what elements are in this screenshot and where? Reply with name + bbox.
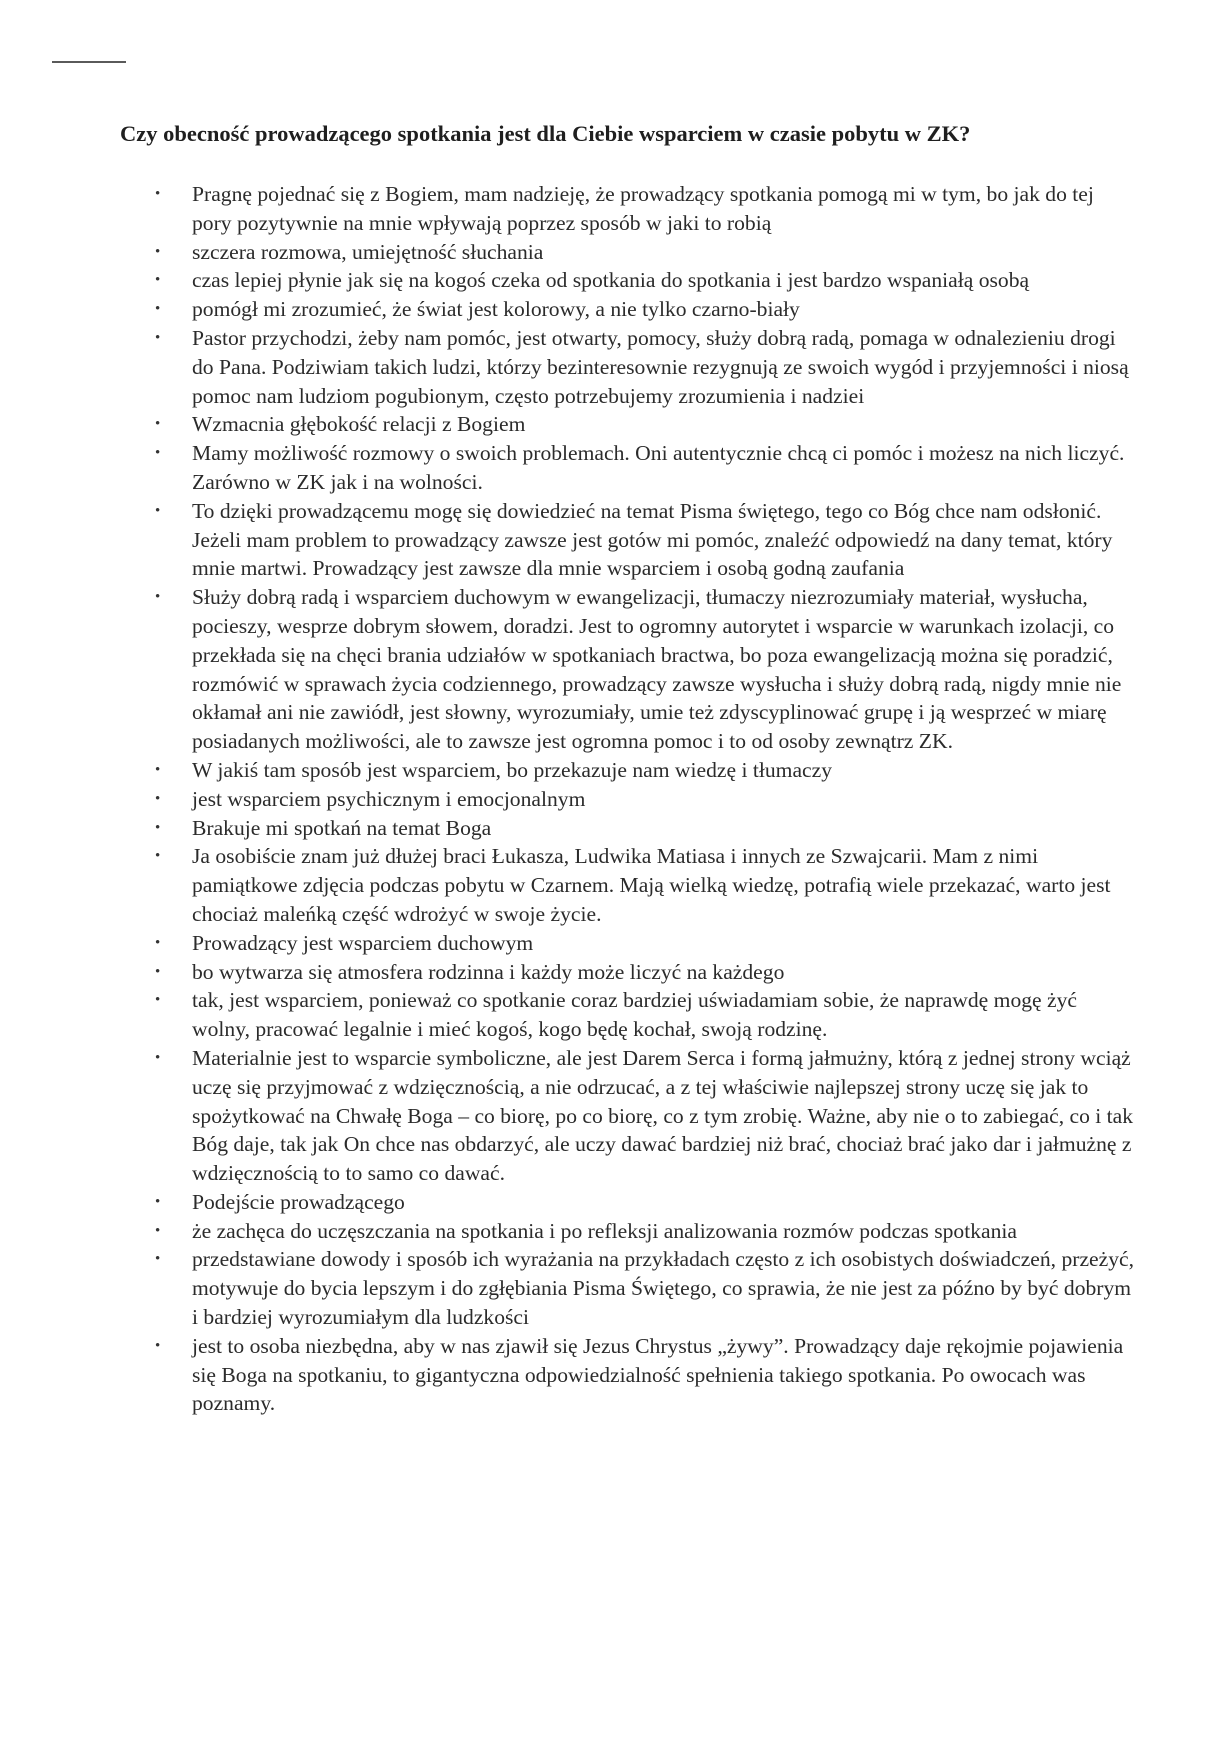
answer-item [155,1044,1135,1188]
answer-item [155,1245,1135,1331]
answer-text: Pragnę pojednać się z Bogiem, mam nadzieję, że prowadzący spotkania pomogą mi w tym, bo jak do tej pory pozytywnie na mnie wpływają poprzez sposób w jaki to robią [192,182,1094,235]
answer-item [155,324,1135,410]
answer-text: Mamy możliwość rozmowy o swoich problemach. Oni autentycznie chcą ci pomóc i możesz na nich liczyć. Zarówno w ZK jak i na wolności. [192,441,1125,494]
bullet-icon: • [155,445,161,462]
bullet-icon: • [155,243,161,260]
top-margin-mark [52,61,126,63]
bullet-icon: • [155,1193,161,1210]
answer-text: Pastor przychodzi, żeby nam pomóc, jest otwarty, pomocy, służy dobrą radą, pomaga w odnalezieniu drogi do Pana. Podziwiam takich ludzi, którzy bezinteresownie rezygnują ze swoich wygód i przyjemności i niosą pomoc nam ludziom pogubionym, często potrzebujemy zrozumienia i nadziei [192,325,1129,408]
answer-text: Służy dobrą radą i wsparciem duchowym w ewangelizacji, tłumaczy niezrozumiały materiał, wysłucha, pocieszy, wesprze dobrym słowem, doradzi. Jest to ogromny autorytet i wsparcie w warunkach izolacji, co przekłada się na chęci brania udziałów w spotkaniach bractwa, bo poza ewangelizacją można się poradzić, rozmówić w sprawach życia codziennego, prowadzący zawsze wysłucha i służy dobrą radą, nigdy mnie nie okłamał ani nie zawiódł, jest słowny, wyrozumiały, umie też zdyscyplinować grupę i ją wesprzeć w miarę posiadanych możliwości, ale to zawsze jest ogromna pomoc i to od osoby zewnątrz ZK. [192,585,1122,754]
answer-list [155,180,1135,1418]
bullet-icon: • [155,329,161,346]
answer-text: W jakiś tam sposób jest wsparciem, bo przekazuje nam wiedzę i tłumaczy [192,757,833,782]
answer-text: czas lepiej płynie jak się na kogoś czeka od spotkania do spotkania i jest bardzo wspaniałą osobą [192,268,1030,293]
bullet-icon: • [155,992,161,1009]
bullet-icon: • [155,416,161,433]
answer-item [155,497,1135,583]
answer-item [155,439,1135,497]
answer-text: pomógł mi zrozumieć, że świat jest kolorowy, a nie tylko czarno-biały [192,297,800,322]
answer-item [155,929,1135,958]
answer-text: bo wytwarza się atmosfera rodzinna i każdy może liczyć na każdego [192,959,785,984]
answer-text: jest to osoba niezbędna, aby w nas zjawił się Jezus Chrystus „żywy”. Prowadzący daje rękojmie pojawienia się Boga na spotkaniu, to gigantyczna odpowiedzialność spełnienia takiego spotkania. Po owocach was poznamy. [192,1333,1124,1416]
bullet-icon: • [155,272,161,289]
answer-item [155,958,1135,987]
bullet-icon: • [155,186,161,202]
bullet-icon: • [155,1251,161,1268]
bullet-icon: • [155,761,161,778]
bullet-icon: • [155,963,161,980]
bullet-icon: • [155,301,161,318]
bullet-icon: • [155,589,161,606]
bullet-icon: • [155,1222,161,1239]
answer-text: Materialnie jest to wsparcie symboliczne, ale jest Darem Serca i formą jałmużny, którą z jednej strony wciąż uczę się przyjmować z wdzięcznością, a nie odrzucać, a z tej właściwie najlepszej strony uczę się jak to spożytkować na Chwałę Boga – co biorę, po co biorę, co z tym zrobię. Ważne, aby nie o to zabiegać, co i tak Bóg daje, tak jak On chce nas obdarzyć, ale uczy dawać bardziej niż brać, chociaż brać jako dar i jałmużnę z wdzięcznością to to samo co dawać. [192,1045,1134,1186]
answer-text: tak, jest wsparciem, ponieważ co spotkanie coraz bardziej uświadamiam sobie, że naprawdę mogę żyć wolny, pracować legalnie i mieć kogoś, kogo będę kochał, swoją rodzinę. [192,988,1077,1042]
answer-text: szczera rozmowa, umiejętność słuchania [192,239,544,264]
bullet-icon: • [155,1337,161,1354]
answer-item [155,238,1135,267]
answer-text: To dzięki prowadzącemu mogę się dowiedzieć na temat Pisma świętego, tego co Bóg chce nam odsłonić. Jeżeli mam problem to prowadzący zawsze jest gotów mi pomóc, znaleźć odpowiedź na dany temat, który mnie martwi. Prowadzący jest zawsze dla mnie wsparciem i osobą godną zaufania [192,498,1113,581]
answer-text: że zachęca do uczęszczania na spotkania i po refleksji analizowania rozmów podczas spotkania [192,1218,1017,1243]
answer-item [155,756,1135,785]
answer-text: Prowadzący jest wsparciem duchowym [192,930,534,955]
answer-item [155,295,1135,324]
answer-text: Podejście prowadzącego [192,1189,405,1214]
answer-item [155,1217,1135,1246]
answer-item [155,1332,1135,1418]
answer-item [155,583,1135,756]
answer-item [155,814,1135,843]
answer-text: jest wsparciem psychicznym i emocjonalnym [192,786,586,811]
bullet-icon: • [155,819,161,836]
answer-item [155,266,1135,295]
answer-item [155,1188,1135,1217]
answer-item [155,842,1135,928]
bullet-icon: • [155,848,161,865]
bullet-icon: • [155,502,161,519]
answer-text: Ja osobiście znam już dłużej braci Łukasza, Ludwika Matiasa i innych ze Szwajcarii. Mam z nimi pamiątkowe zdjęcia podczas pobytu w Czarnem. Mają wielką wiedzę, potrafią wiele przekazać, warto jest chociaż maleńką część wdrożyć w swoje życie. [192,844,1111,926]
answer-text: Brakuje mi spotkań na temat Boga [192,815,492,840]
answer-item [155,785,1135,814]
answer-item [155,410,1135,439]
answer-item [155,180,1135,238]
bullet-icon: • [155,1049,161,1066]
answer-item [155,986,1135,1044]
document-title: Czy obecność prowadzącego spotkania jest dla Ciebie wsparciem w czasie pobytu w ZK? [120,121,971,146]
answer-text: Wzmacnia głębokość relacji z Bogiem [192,412,526,437]
answer-text: przedstawiane dowody i sposób ich wyrażania na przykładach często z ich osobistych doświadczeń, przeżyć, motywuje do bycia lepszym i do zgłębiania Pisma Świętego, co sprawia, że nie jest za późno by być dobrym i bardziej wyrozumiałym dla ludzkości [192,1247,1134,1330]
bullet-icon: • [155,790,161,807]
bullet-icon: • [155,934,161,951]
